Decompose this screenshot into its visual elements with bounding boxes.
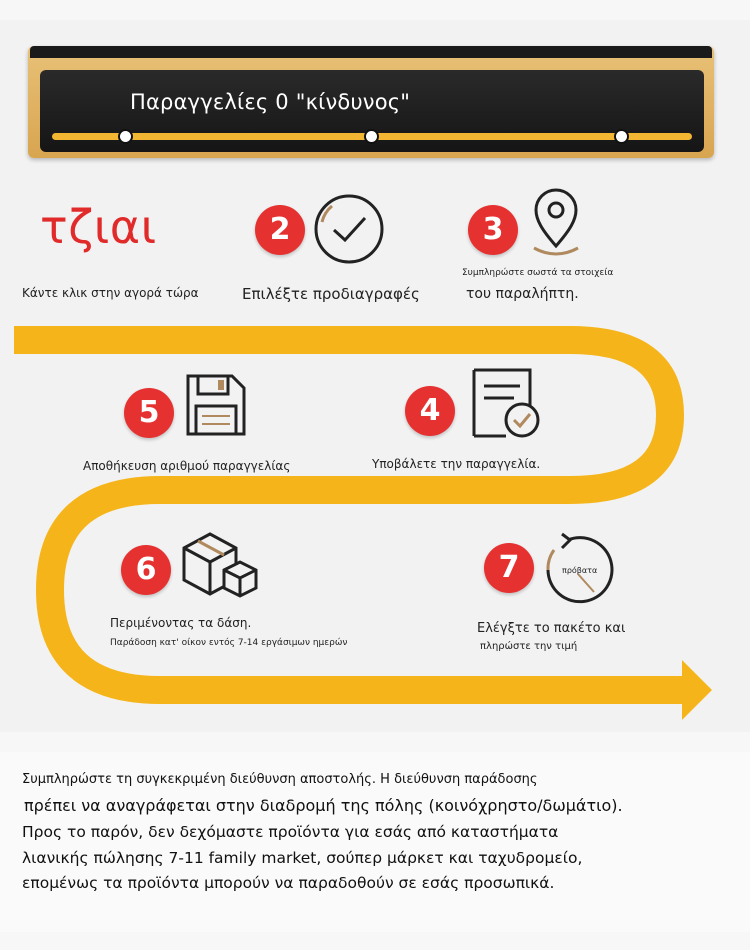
step-4-badge: 4 <box>405 386 455 436</box>
step-2-label: Επιλέξτε προδιαγραφές <box>242 285 420 303</box>
note-line: λιανικής πώλησης 7-11 family market, σούπερ μάρκετ και ταχυδρομείο, <box>22 849 583 867</box>
page-title: Παραγγελίες 0 "κίνδυνος" <box>130 90 411 114</box>
step-4-label: Υποβάλετε την παραγγελία. <box>372 457 541 471</box>
step-5-badge: 5 <box>124 388 174 438</box>
step-3-badge: 3 <box>468 205 518 255</box>
step-1-label: Κάντε κλικ στην αγορά τώρα <box>22 286 199 300</box>
road-arrow-head <box>682 660 712 720</box>
step-5-label: Αποθήκευση αριθμού παραγγελίας <box>83 459 291 473</box>
note-line: πρέπει να αναγράφεται στην διαδρομή της πόλης (κοινόχρηστο/δωμάτιο). <box>24 796 623 815</box>
note-line: επομένως τα προϊόντα μπορούν να παραδοθούν σε εσάς προσωπικά. <box>22 874 555 892</box>
step-6-sublabel: Παράδοση κατ' οίκον εντός 7-14 εργάσιμων ημερών <box>110 638 348 648</box>
step-3-label-small: Συμπληρώστε σωστά τα στοιχεία <box>462 268 614 278</box>
step-7-label: Ελέγξτε το πακέτο και <box>477 621 626 636</box>
checkmark-circle-icon <box>312 192 386 266</box>
step-7-badge: 7 <box>484 543 534 593</box>
floppy-disk-icon <box>184 372 248 438</box>
note-line: Προς το παρόν, δεν δεχόμαστε προϊόντα για εσάς από καταστήματα <box>22 823 559 841</box>
step-7-icon-text: πρόβατα <box>562 566 598 575</box>
document-check-icon <box>468 366 542 440</box>
step-6-label: Περιμένοντας τα δάση. <box>110 616 252 630</box>
package-boxes-icon <box>180 528 260 600</box>
step-6-badge: 6 <box>121 545 171 595</box>
step-7-sublabel: πληρώστε την τιμή <box>480 641 578 652</box>
step-3-label: του παραλήπτη. <box>466 286 579 302</box>
step-2-badge: 2 <box>255 205 305 255</box>
brand-logo: τζιαι <box>40 200 157 254</box>
location-pin-icon <box>526 188 586 260</box>
note-line: Συμπληρώστε τη συγκεκριμένη διεύθυνση αποστολής. Η διεύθυνση παράδοσης <box>22 772 538 787</box>
